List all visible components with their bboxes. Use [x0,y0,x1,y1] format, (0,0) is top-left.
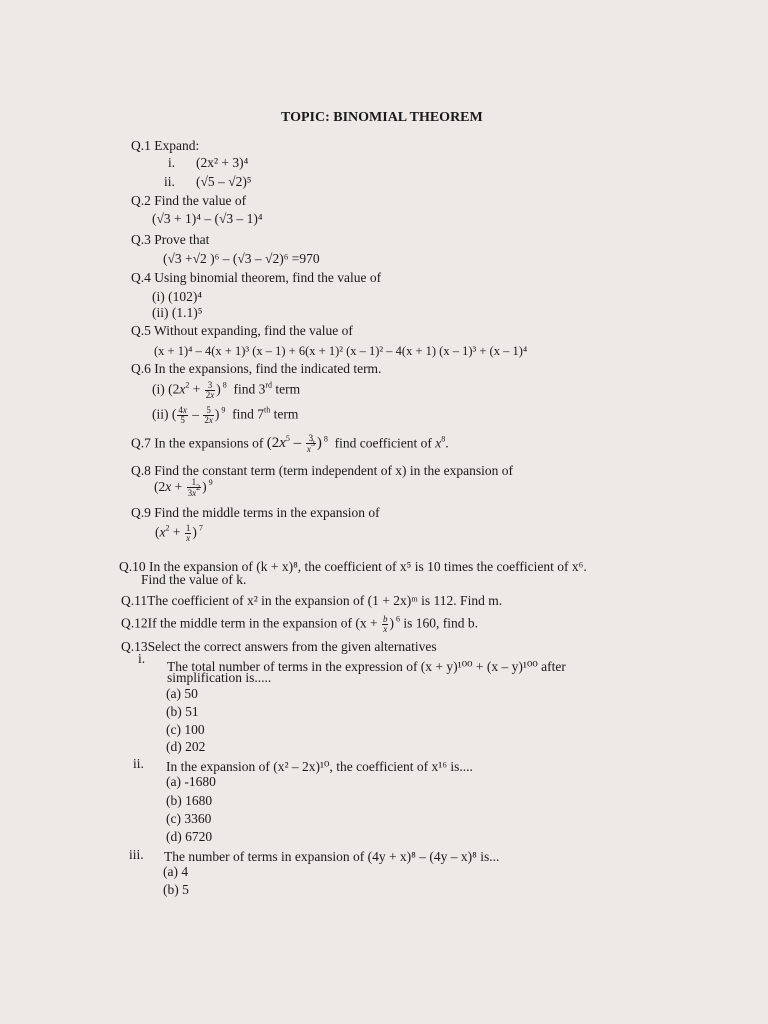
q13-i-option-b: (b) 51 [166,704,199,719]
q13-iii-option-b: (b) 5 [163,882,189,897]
q10-line2: Find the value of k. [141,572,247,587]
q13-i-num: i. [138,651,146,666]
q5-label: Q.5 Without expanding, find the value of [131,323,353,338]
q2-expr: (√3 + 1)⁴ – (√3 – 1)⁴ [152,211,263,226]
q13-i-option-a: (a) 50 [166,686,198,701]
page-title: TOPIC: BINOMIAL THEOREM [281,110,483,125]
q4-i: (i) (102)⁴ [152,289,203,304]
q1-label: Q.1 Expand: [131,138,200,153]
q13-ii-num: ii. [133,756,144,771]
q13-ii-option-a: (a) -1680 [166,774,216,789]
q13-ii-option-d: (d) 6720 [166,829,213,844]
q13-i-line1: The total number of terms in the expression of (x + y)¹⁰⁰ + (x – y)¹⁰⁰ after [167,659,566,674]
q6-i: (i) ($2x^2$ + $\frac{3}{2x}$ ) $^8$ find 3rd term [152,380,301,400]
q3-label: Q.3 Prove that [131,232,210,247]
q13-label: Q.13Select the correct answers from the given alternatives [121,639,437,654]
q5-expr: (x + 1)⁴ – 4(x + 1)³ (x – 1) + 6(x + 1)² (x – 1)² – 4(x + 1) (x – 1)³ + (x – 1)⁴ [154,344,528,358]
q12-label: Q.12If the middle term in the expansion of (x + $\frac{b}{x}$ ) $^6$ is 160, find b. [121,614,478,634]
q13-ii-line1: In the expansion of (x² – 2x)¹⁰, the coefficient of x¹⁶ is.... [166,759,473,774]
q10-line1: Q.10 In the expansion of (k + x)⁸, the coefficient of x⁵ is 10 times the coefficient of x⁶. [119,559,587,574]
q8-expr: (2x + $\frac{1}{3x^2}$ ) $^9$ [154,477,213,498]
q13-i-option-c: (c) 100 [166,722,205,737]
q6-label: Q.6 In the expansions, find the indicated term. [131,361,382,376]
q1-i-num: i. [168,155,176,170]
q13-i-line2: simplification is..... [167,670,272,685]
q13-iii-line1: The number of terms in expansion of (4y + x)⁸ – (4y – x)⁸ is... [164,849,500,864]
q8-label: Q.8 Find the constant term (term independent of x) in the expansion of [131,463,514,478]
q1-ii-expr: (√5 – √2)⁵ [196,174,252,189]
q4-ii: (ii) (1.1)⁵ [152,305,203,320]
q2-label: Q.2 Find the value of [131,193,247,208]
q4-label: Q.4 Using binomial theorem, find the value of [131,270,382,285]
q6-ii: (ii) ( $\frac{4x}{5}$ – $\frac{5}{2x}$ ) $^9$ find 7th term [152,405,299,425]
q1-i-expr: (2x² + 3)⁴ [196,155,249,170]
q9-label: Q.9 Find the middle terms in the expansion of [131,505,380,520]
q11-label: Q.11The coefficient of x² in the expansion of (1 + 2x)ᵐ is 112. Find m. [121,593,503,608]
q13-iii-option-a: (a) 4 [163,864,189,879]
q13-ii-option-b: (b) 1680 [166,793,213,808]
q3-expr: (√3 +√2 )⁶ – (√3 – √2)⁶ =970 [163,251,320,266]
q7-label: Q.7 In the expansions of ($2x^5$ – $\frac{3}{x^3}$ ) $^8$ find coefficient of $x^8$. [131,433,449,454]
q13-iii-num: iii. [129,847,144,862]
q1-ii-num: ii. [164,174,175,189]
q13-i-option-d: (d) 202 [166,739,206,754]
q13-ii-option-c: (c) 3360 [166,811,212,826]
q9-expr: ($x^2$ + $\frac{1}{x}$ ) $^7$ [155,523,203,543]
